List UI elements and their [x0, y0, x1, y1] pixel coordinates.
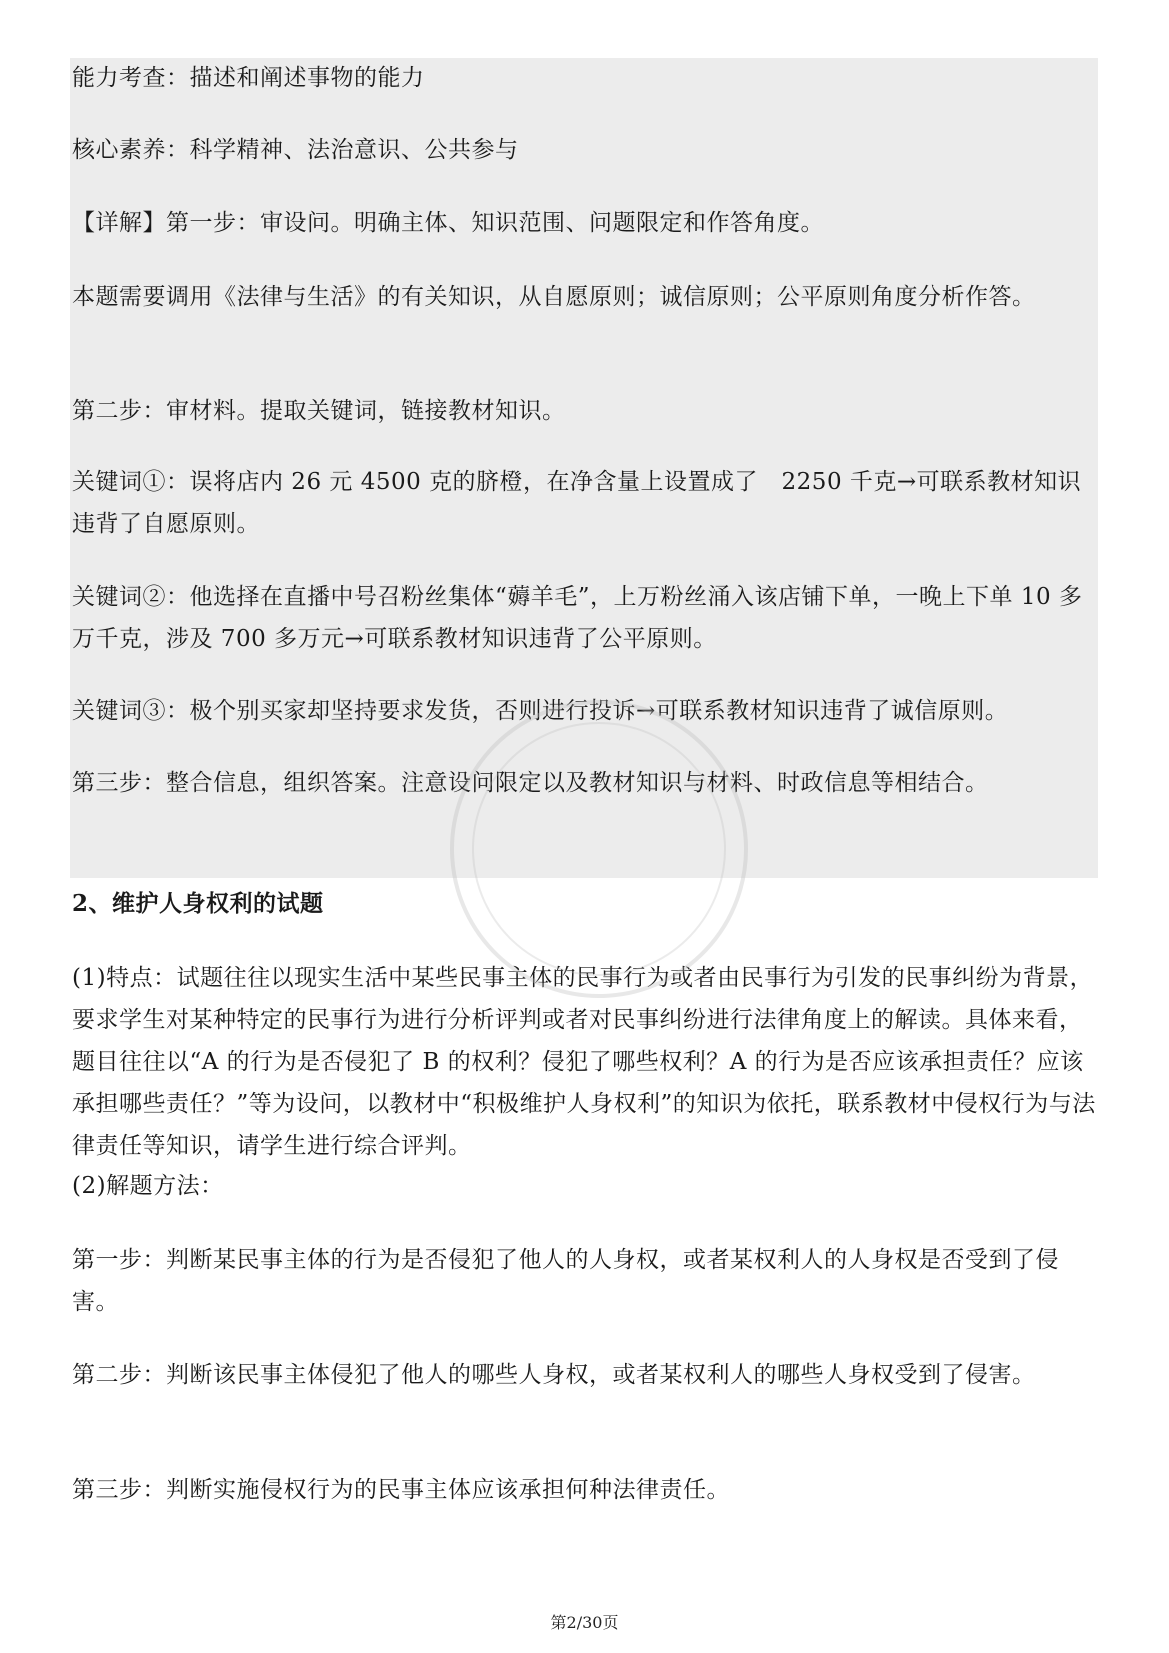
- method-step3: 第三步：判断实施侵权行为的民事主体应该承担何种法律责任。: [72, 1477, 730, 1503]
- page-number: 第2/30页: [550, 1613, 619, 1632]
- keyword-3: 关键词③：极个别买家却坚持要求发货，否则进行投诉→可联系教材知识违背了诚信原则。: [72, 698, 1009, 724]
- keyword-2: 关键词②：他选择在直播中号召粉丝集体“薅羊毛”，上万粉丝涌入该店铺下单，一晚上下单 10 多万千克，涉及 700 多万元→可联系教材知识违背了公平原则。: [72, 584, 1083, 652]
- method-step2: 第二步：判断该民事主体侵犯了他人的哪些人身权，或者某权利人的哪些人身权受到了侵害。: [72, 1362, 1036, 1388]
- literacy-line: 核心素养：科学精神、法治意识、公共参与: [72, 137, 519, 163]
- detail-step2: 第二步：审材料。提取关键词，链接教材知识。: [72, 398, 566, 424]
- detail-step1: 【详解】第一步：审设问。明确主体、知识范围、问题限定和作答角度。: [72, 210, 824, 236]
- ability-line: 能力考查：描述和阐述事物的能力: [72, 65, 425, 91]
- section-2-heading: 2、维护人身权利的试题: [72, 890, 324, 917]
- feature-paragraph: (1)特点：试题往往以现实生活中某些民事主体的民事行为或者由民事行为引发的民事纠纷为背景，要求学生对某种特定的民事行为进行分析评判或者对民事纠纷进行法律角度上的解读。具体来看，题目往往以“A 的行为是否侵犯了 B 的权利？侵犯了哪些权利？A 的行为是否应该承担责任？应该承担哪些责任？”等为设问，以教材中“积极维护人身权利”的知识为依托，联系教材中侵权行为与法律责任等知识，请学生进行综合评判。: [72, 965, 1096, 1159]
- method-title: (2)解题方法：: [72, 1173, 224, 1199]
- method-step1: 第一步：判断某民事主体的行为是否侵犯了他人的人身权，或者某权利人的人身权是否受到了侵害。: [72, 1247, 1059, 1315]
- keyword-1: 关键词①：误将店内 26 元 4500 克的脐橙，在净含量上设置成了 2250 千克→可联系教材知识违背了自愿原则。: [72, 469, 1082, 537]
- scope-paragraph: 本题需要调用《法律与生活》的有关知识，从自愿原则；诚信原则；公平原则角度分析作答。: [72, 284, 1036, 310]
- detail-step3: 第三步：整合信息，组织答案。注意设问限定以及教材知识与材料、时政信息等相结合。: [72, 770, 989, 796]
